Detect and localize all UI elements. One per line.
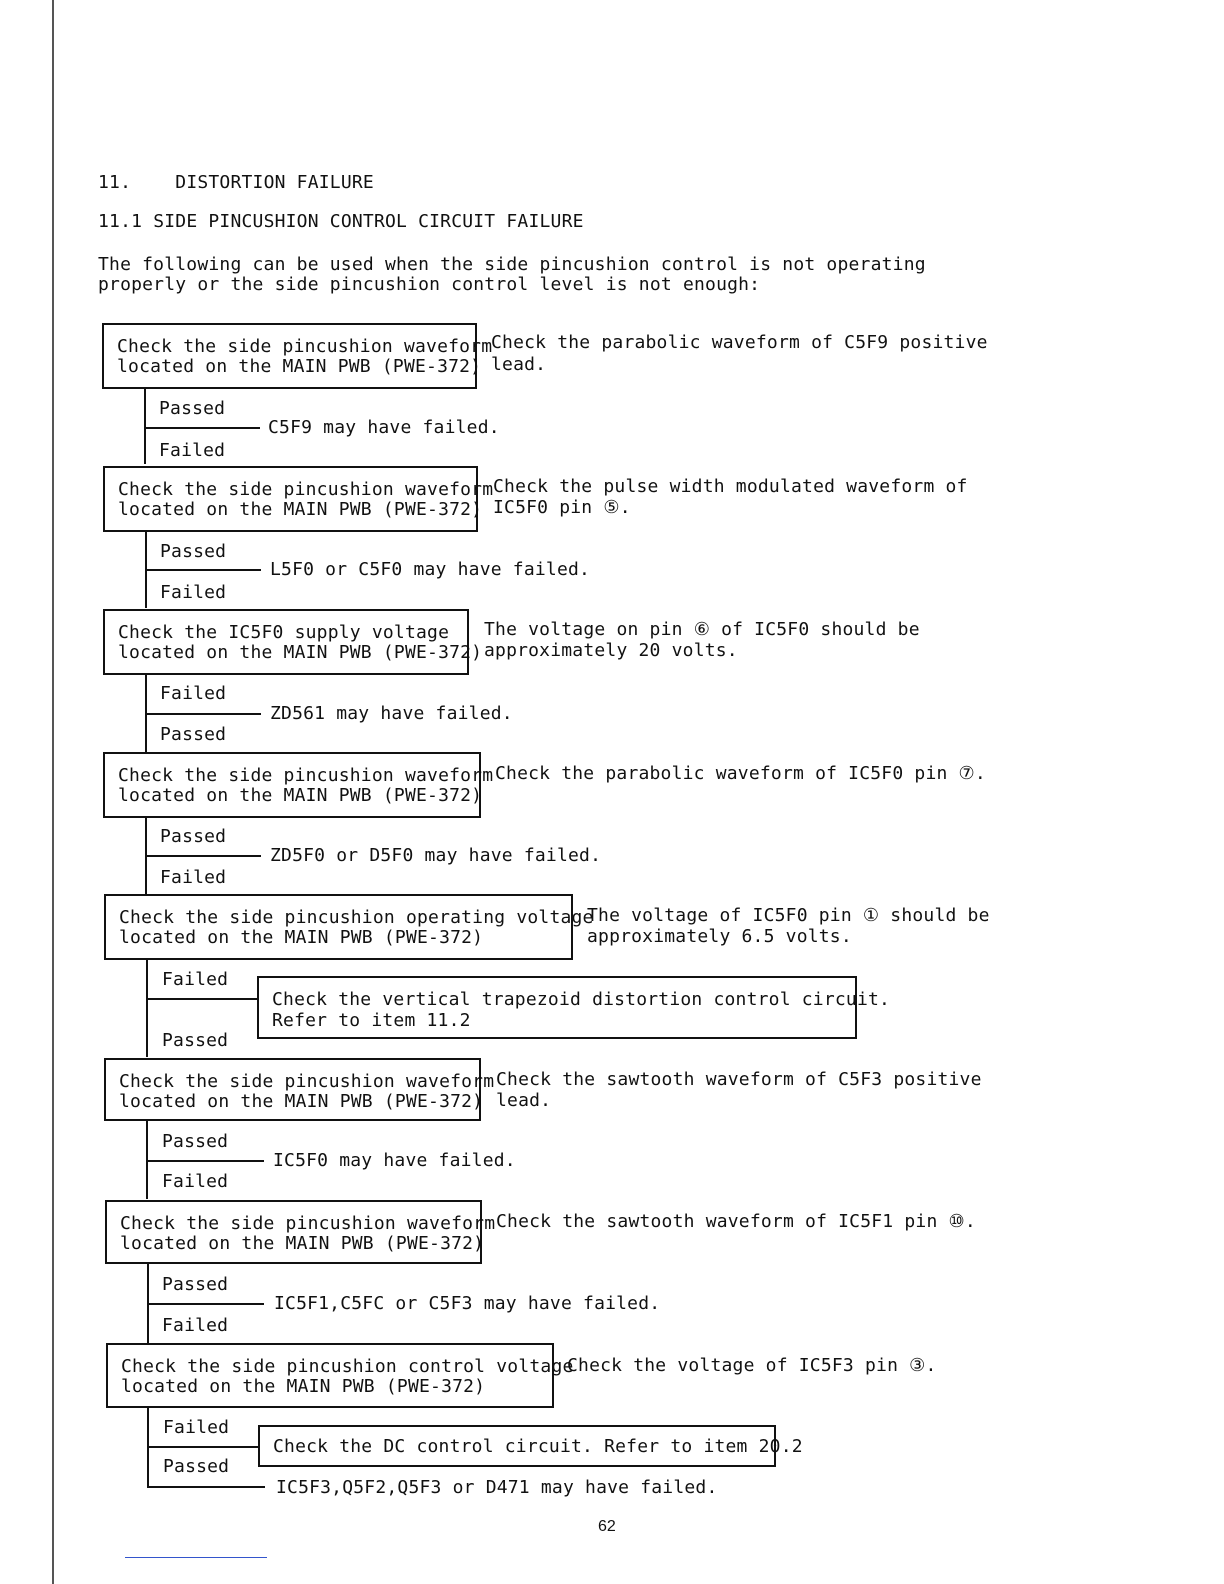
branch-line bbox=[147, 1446, 259, 1448]
check-box-4 bbox=[103, 752, 494, 818]
intro-line-1: The following can be used when the side pincushion control is not operating bbox=[98, 254, 926, 275]
branch-label-lower: Passed bbox=[163, 1456, 230, 1477]
flow-connector bbox=[146, 960, 148, 1057]
section-heading: 11. DISTORTION FAILURE bbox=[98, 172, 374, 193]
branch-label-lower: Failed bbox=[160, 867, 227, 888]
check-box-line: located on the MAIN PWB (PWE-372) bbox=[118, 499, 483, 520]
branch-label-upper: Failed bbox=[163, 1417, 230, 1438]
check-box-6 bbox=[104, 1058, 495, 1121]
note-1-line-2: lead. bbox=[491, 354, 547, 375]
check-box-line: Check the side pincushion operating voltage bbox=[119, 907, 594, 928]
branch-label-upper: Passed bbox=[159, 398, 226, 419]
branch-label-upper: Failed bbox=[162, 969, 229, 990]
branch-line bbox=[145, 713, 261, 715]
branch-line bbox=[146, 1160, 264, 1162]
note-6-line-1: Check the sawtooth waveform of C5F3 positive bbox=[496, 1069, 982, 1090]
check-box-line: Check the side pincushion waveform bbox=[117, 336, 493, 357]
result-box-8 bbox=[258, 1425, 803, 1467]
branch-label-lower: Failed bbox=[160, 582, 227, 603]
result-2: L5F0 or C5F0 may have failed. bbox=[270, 559, 591, 580]
check-box-line: Check the side pincushion control voltage bbox=[121, 1356, 574, 1377]
check-box-line: Check the side pincushion waveform bbox=[119, 1071, 495, 1092]
branch-label-lower: Failed bbox=[162, 1171, 229, 1192]
note-5-line-1: The voltage of IC5F0 pin ① should be bbox=[587, 905, 990, 926]
subsection-heading: 11.1 SIDE PINCUSHION CONTROL CIRCUIT FAILURE bbox=[98, 211, 584, 232]
note-4-line-1: Check the parabolic waveform of IC5F0 pin ⑦. bbox=[495, 763, 986, 784]
check-box-line: located on the MAIN PWB (PWE-372) bbox=[118, 785, 483, 806]
branch-label-lower: Passed bbox=[160, 724, 227, 745]
branch-label-upper: Passed bbox=[160, 826, 227, 847]
note-3-line-1: The voltage on pin ⑥ of IC5F0 should be bbox=[484, 619, 920, 640]
branch-line bbox=[145, 855, 261, 857]
left-margin-rule bbox=[52, 0, 54, 1584]
check-box-8 bbox=[106, 1343, 574, 1408]
note-3-line-2: approximately 20 volts. bbox=[484, 640, 738, 661]
intro-line-2: properly or the side pincushion control level is not enough: bbox=[98, 274, 761, 295]
check-box-5 bbox=[104, 894, 594, 960]
branch-line bbox=[144, 427, 260, 429]
check-box-line: Check the side pincushion waveform bbox=[118, 765, 494, 786]
check-box-line: located on the MAIN PWB (PWE-372) bbox=[119, 1091, 484, 1112]
check-box-7 bbox=[105, 1200, 496, 1264]
note-2-line-1: Check the pulse width modulated waveform of bbox=[493, 476, 968, 497]
note-1-line-1: Check the parabolic waveform of C5F9 positive bbox=[491, 332, 988, 353]
branch-label-lower: Failed bbox=[162, 1315, 229, 1336]
branch-line bbox=[147, 1486, 265, 1488]
check-box-2 bbox=[103, 466, 494, 532]
note-6-line-2: lead. bbox=[496, 1090, 552, 1111]
branch-label-lower: Passed bbox=[162, 1030, 229, 1051]
check-box-line: located on the MAIN PWB (PWE-372) bbox=[120, 1233, 485, 1254]
note-7-line-1: Check the sawtooth waveform of IC5F1 pin ⑩. bbox=[496, 1211, 976, 1232]
check-box-1 bbox=[102, 323, 493, 389]
footnote-rule bbox=[125, 1557, 267, 1558]
page-number: 62 bbox=[598, 1518, 616, 1535]
note-2-line-2: IC5F0 pin ⑤. bbox=[493, 497, 631, 518]
check-box-line: located on the MAIN PWB (PWE-372) bbox=[118, 642, 483, 663]
branch-label-upper: Passed bbox=[162, 1274, 229, 1295]
branch-label-lower: Failed bbox=[159, 440, 226, 461]
check-box-line: located on the MAIN PWB (PWE-372) bbox=[117, 356, 482, 377]
result-box-line: Check the DC control circuit. Refer to item 20.2 bbox=[273, 1436, 803, 1457]
note-5-line-2: approximately 6.5 volts. bbox=[587, 926, 852, 947]
check-box-line: Check the IC5F0 supply voltage bbox=[118, 622, 450, 643]
branch-line bbox=[145, 569, 261, 571]
branch-label-upper: Failed bbox=[160, 683, 227, 704]
result-8: IC5F3,Q5F2,Q5F3 or D471 may have failed. bbox=[276, 1477, 718, 1498]
result-box-line: Check the vertical trapezoid distortion control circuit. bbox=[272, 989, 891, 1010]
branch-line bbox=[146, 998, 258, 1000]
check-box-line: located on the MAIN PWB (PWE-372) bbox=[121, 1376, 486, 1397]
result-3: ZD561 may have failed. bbox=[270, 703, 513, 724]
flow-connector bbox=[147, 1408, 149, 1488]
result-1: C5F9 may have failed. bbox=[268, 417, 500, 438]
result-4: ZD5F0 or D5F0 may have failed. bbox=[270, 845, 602, 866]
check-box-line: Check the side pincushion waveform bbox=[118, 479, 494, 500]
result-box-line: Refer to item 11.2 bbox=[272, 1010, 471, 1031]
branch-label-upper: Passed bbox=[162, 1131, 229, 1152]
note-8-line-1: Check the voltage of IC5F3 pin ③. bbox=[567, 1355, 937, 1376]
result-6: IC5F0 may have failed. bbox=[273, 1150, 516, 1171]
branch-line bbox=[147, 1303, 264, 1305]
result-7: IC5F1,C5FC or C5F3 may have failed. bbox=[274, 1293, 661, 1314]
branch-label-upper: Passed bbox=[160, 541, 227, 562]
check-box-line: Check the side pincushion waveform bbox=[120, 1213, 496, 1234]
result-box-5 bbox=[257, 976, 891, 1039]
check-box-3 bbox=[103, 609, 483, 675]
check-box-line: located on the MAIN PWB (PWE-372) bbox=[119, 927, 484, 948]
